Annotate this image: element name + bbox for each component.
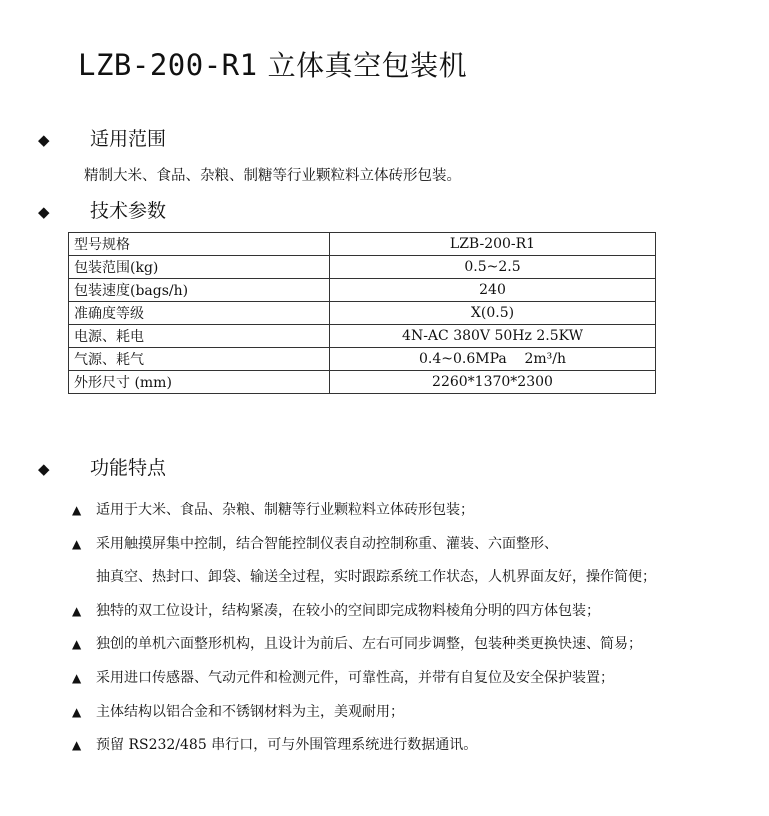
triangle-bullet-icon: ▲ [72, 604, 82, 618]
page-title [78, 44, 467, 84]
spec-key: 包装速度(bags/h) [69, 279, 330, 302]
feature-text: 预留 RS232/485 串行口，可与外围管理系统进行数据通讯。 [96, 737, 478, 753]
diamond-bullet-icon: ◆ [38, 131, 50, 149]
feature-text: 主体结构以铝合金和不锈钢材料为主，美观耐用； [96, 704, 404, 720]
feature-item [72, 734, 477, 754]
application-text: 精制大米、食品、杂粮、制糖等行业颗粒料立体砖形包装。 [84, 168, 461, 184]
triangle-bullet-icon: ▲ [72, 738, 82, 752]
triangle-bullet-icon: ▲ [72, 705, 82, 719]
model-number: LZB-200-R1 [78, 48, 258, 82]
feature-item [72, 633, 642, 653]
spec-key: 准确度等级 [69, 302, 330, 325]
triangle-bullet-icon: ▲ [72, 537, 82, 551]
feature-text: 适用于大米、食品、杂粮、制糖等行业颗粒料立体砖形包装； [96, 502, 474, 518]
table-row [69, 279, 656, 302]
feature-text: 采用进口传感器、气动元件和检测元件，可靠性高，并带有自复位及安全保护装置； [96, 670, 614, 686]
table-row [69, 325, 656, 348]
table-row [69, 233, 656, 256]
feature-item [72, 499, 474, 519]
spec-value: 0.5~2.5 [330, 256, 656, 279]
feature-item [72, 600, 600, 620]
feature-item [72, 667, 614, 687]
table-row [69, 256, 656, 279]
spec-value: 2260*1370*2300 [330, 371, 656, 394]
diamond-bullet-icon: ◆ [38, 203, 50, 221]
table-row [69, 302, 656, 325]
triangle-bullet-icon: ▲ [72, 671, 82, 685]
spec-value: 0.4~0.6MPa 2m³/h [330, 348, 656, 371]
product-name: 立体真空包装机 [267, 49, 468, 82]
feature-text: 独创的单机六面整形机构，且设计为前后、左右可同步调整，包装种类更换快速、简易； [96, 636, 642, 652]
feature-text: 采用触摸屏集中控制，结合智能控制仪表自动控制称重、灌装、六面整形、 [96, 536, 558, 552]
table-row [69, 371, 656, 394]
spec-table [68, 232, 656, 394]
feature-continuation: 抽真空、热封口、卸袋、输送全过程，实时跟踪系统工作状态，人机界面友好，操作简便； [96, 569, 656, 585]
spec-key: 气源、耗气 [69, 348, 330, 371]
diamond-bullet-icon: ◆ [38, 460, 50, 478]
table-row [69, 348, 656, 371]
spec-value: 240 [330, 279, 656, 302]
spec-value: X(0.5) [330, 302, 656, 325]
spec-key: 外形尺寸 (mm) [69, 371, 330, 394]
spec-value: LZB-200-R1 [330, 233, 656, 256]
section-specs-heading: ◆ 技术参数 [38, 200, 167, 222]
feature-item [72, 533, 558, 553]
spec-key: 型号规格 [69, 233, 330, 256]
triangle-bullet-icon: ▲ [72, 637, 82, 651]
section-application-heading: ◆ 适用范围 [38, 128, 167, 150]
feature-item [72, 701, 404, 721]
section-features-heading: ◆ 功能特点 [38, 457, 167, 479]
spec-key: 包装范围(kg) [69, 256, 330, 279]
triangle-bullet-icon: ▲ [72, 503, 82, 517]
spec-value: 4N-AC 380V 50Hz 2.5KW [330, 325, 656, 348]
feature-text: 独特的双工位设计，结构紧凑，在较小的空间即完成物料棱角分明的四方体包装； [96, 603, 600, 619]
spec-key: 电源、耗电 [69, 325, 330, 348]
